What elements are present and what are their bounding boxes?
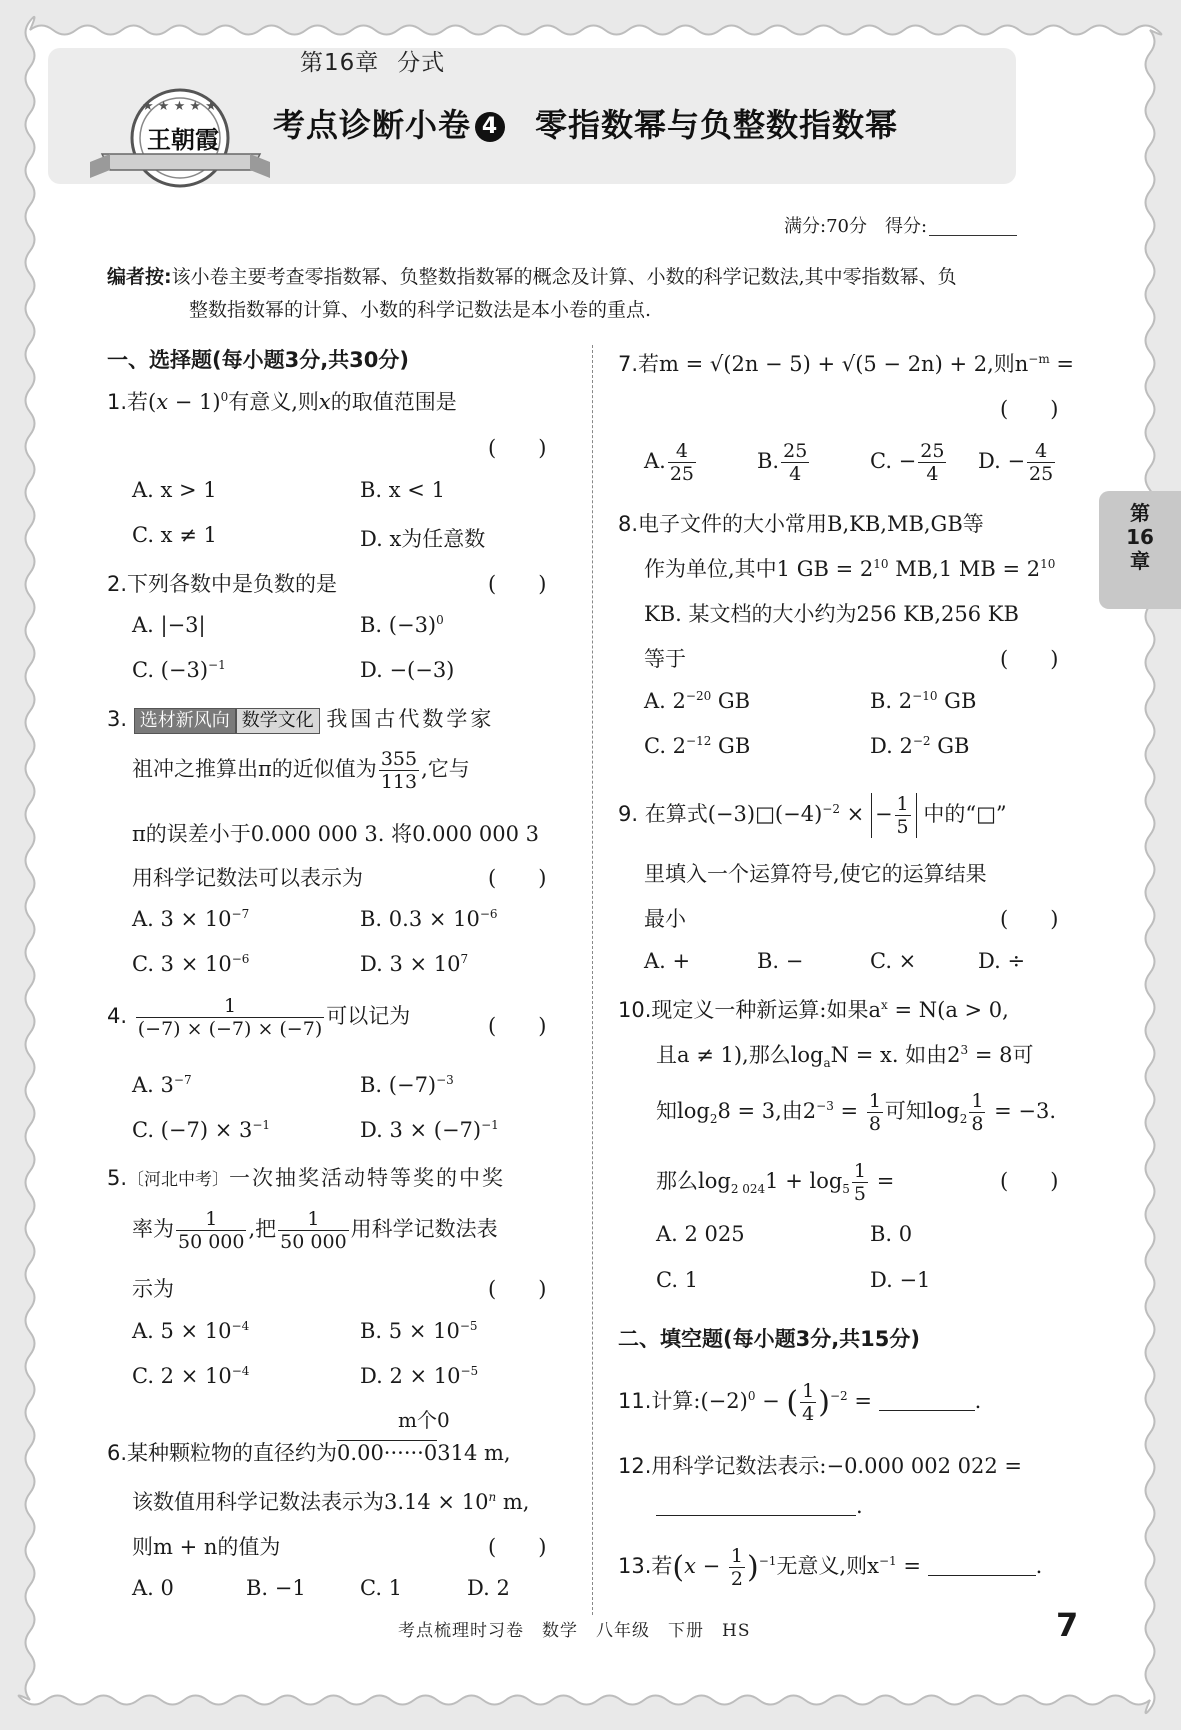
logo-text: 王朝霞 xyxy=(147,125,219,154)
q9-option-b[interactable]: B. − xyxy=(757,949,804,973)
q4-stem: 4. $\frac{1}{(-7) \times (-7) \times (-7)}$ 可以记为 xyxy=(107,995,411,1040)
q6-option-b[interactable]: B. −1 xyxy=(246,1576,306,1600)
q2-stem: 2.下列各数中是负数的是 xyxy=(107,572,338,596)
q4-option-b[interactable]: B. $(-7)^{-3}$ xyxy=(360,1073,454,1097)
column-divider xyxy=(592,345,593,1615)
q3-option-c[interactable]: C. $3 \times 10^{-6}$ xyxy=(132,952,250,976)
q7-option-c[interactable]: C. − $\frac{25}{4}$ xyxy=(870,440,945,485)
q5-stem-line3: 示为 xyxy=(132,1277,174,1301)
q2-option-d[interactable]: D. −(−3) xyxy=(360,658,455,682)
q6-option-d[interactable]: D. 2 xyxy=(467,1576,510,1600)
q5-answer-bracket[interactable]: ( ) xyxy=(488,1277,547,1301)
q1-stem: 1.若$(x - 1)^0$有意义,则x的取值范围是 xyxy=(107,390,457,414)
q3-answer-bracket[interactable]: ( ) xyxy=(488,866,547,890)
q3-stem-line1: 3. 选材新风向 数学文化 我国古代数学家 xyxy=(107,703,494,734)
q4-option-c[interactable]: C. $(-7) \times 3^{-1}$ xyxy=(132,1118,271,1142)
q9-option-a[interactable]: A. + xyxy=(644,949,691,973)
page-title: 考点诊断小卷 4 零指数幂与负整数指数幂 xyxy=(273,106,899,144)
q9-option-d[interactable]: D. ÷ xyxy=(978,949,1026,973)
logo-emblem xyxy=(82,70,287,205)
q8-stem-line3: KB. 某文档的大小约为256 KB,256 KB xyxy=(644,602,1019,626)
q10-stem-line4: 那么$\log_{2 024}1 + \log_5$ $\frac{1}{5}$ = xyxy=(656,1160,895,1205)
q9-stem-line1: 9. 在算式$(-3)□(-4)^{-2}$ × − $\frac{1}{5}$ 中的“□” xyxy=(618,793,1007,838)
svg-text:★ ★ ★ ★ ★: ★ ★ ★ ★ ★ xyxy=(142,99,217,114)
q8-option-d[interactable]: D. $2^{-2}$ GB xyxy=(870,734,970,758)
q3-stem-line3: π的误差小于0.000 000 3. 将0.000 000 3 xyxy=(132,822,539,846)
q6-stem-line3: 则m + n的值为 xyxy=(132,1535,281,1559)
q5-stem-line1: 5.〔河北中考〕一次抽奖活动特等奖的中奖 xyxy=(107,1166,506,1190)
page-number: 7 xyxy=(1056,1606,1079,1644)
q7-option-a[interactable]: A. $\frac{4}{25}$ xyxy=(644,440,695,485)
q8-stem-line1: 8.电子文件的大小常用B,KB,MB,GB等 xyxy=(618,512,984,536)
q1-option-b[interactable]: B. x < 1 xyxy=(360,478,445,502)
chapter-side-tab[interactable]: 第 16 章 xyxy=(1099,491,1181,609)
q12-stem: 12.用科学记数法表示:−0.000 002 022 = xyxy=(618,1454,1022,1478)
section-fill-title: 二、填空题(每小题3分,共15分) xyxy=(618,1327,921,1351)
q2-option-c[interactable]: C. $(-3)^{-1}$ xyxy=(132,658,226,682)
q6-option-c[interactable]: C. 1 xyxy=(360,1576,403,1600)
q8-option-b[interactable]: B. $2^{-10}$ GB xyxy=(870,689,977,713)
q2-option-a[interactable]: A. |−3| xyxy=(132,613,206,637)
q3-stem-line2: 祖冲之推算出π的近似值为 $\frac{355}{113}$ ,它与 xyxy=(132,748,470,793)
q12-answer-blank[interactable] xyxy=(656,1495,856,1516)
q10-option-a[interactable]: A. 2 025 xyxy=(656,1222,745,1246)
q9-stem-line2: 里填入一个运算符号,使它的运算结果 xyxy=(644,862,987,886)
q4-option-a[interactable]: A. $3^{-7}$ xyxy=(132,1073,192,1097)
section-choice-title: 一、选择题(每小题3分,共30分) xyxy=(107,348,410,372)
q1-option-c[interactable]: C. x ≠ 1 xyxy=(132,523,217,547)
q1-option-a[interactable]: A. x > 1 xyxy=(132,478,217,502)
q9-stem-line3: 最小 xyxy=(644,907,686,931)
q8-option-a[interactable]: A. $2^{-20}$ GB xyxy=(644,689,751,713)
q3-option-b[interactable]: B. $0.3 \times 10^{-6}$ xyxy=(360,907,498,931)
q10-stem-line3: 知$\log_28 = 3$,由$2^{-3}$ = $\frac{1}{8}$ 可知$\log_2$ $\frac{1}{8}$ = −3. xyxy=(656,1090,1057,1135)
q6-brace-label: m个0 xyxy=(398,1408,450,1432)
q6-stem-line2: 该数值用科学记数法表示为$3.14 \times 10^n$ m, xyxy=(132,1490,530,1514)
q9-answer-bracket[interactable]: ( ) xyxy=(1000,907,1059,931)
q7-stem: 7.若m = √(2n − 5) + √(5 − 2n) + 2,则$n^{-m}$ = xyxy=(618,352,1074,376)
q6-answer-bracket[interactable]: ( ) xyxy=(488,1535,547,1559)
q5-option-a[interactable]: A. $5 \times 10^{-4}$ xyxy=(132,1319,250,1343)
q6-option-a[interactable]: A. 0 xyxy=(132,1576,174,1600)
editor-note: 编者按:该小卷主要考查零指数幂、负整数指数幂的概念及计算、小数的科学记数法,其中零指数幂、负 整数指数幂的计算、小数的科学记数法是本小卷的重点. xyxy=(107,266,957,321)
q5-stem-line2: 率为 $\frac{1}{50 000}$ ,把 $\frac{1}{50 000}$ 用科学记数法表 xyxy=(132,1208,498,1253)
q10-option-d[interactable]: D. −1 xyxy=(870,1268,931,1292)
q13-stem: 13.若(x − $\frac{1}{2}$ )$^{-1}$无意义,则$x^{-1}$ = . xyxy=(618,1545,1043,1590)
q1-answer-bracket[interactable]: ( ) xyxy=(488,436,547,460)
score-line: 满分:70分 得分: xyxy=(784,212,1017,238)
q6-stem-line1: 6.某种颗粒物的直径约为0.00······0314 m, xyxy=(107,1441,511,1465)
q8-stem-line4: 等于 xyxy=(644,647,686,671)
q3-option-a[interactable]: A. $3 \times 10^{-7}$ xyxy=(132,907,250,931)
q8-option-c[interactable]: C. $2^{-12}$ GB xyxy=(644,734,751,758)
q11-answer-blank[interactable] xyxy=(879,1390,975,1411)
q10-stem-line2: 且a ≠ 1),那么$\log_aN = x$. 如由$2^3 = 8$可 xyxy=(656,1043,1034,1071)
q8-stem-line2: 作为单位,其中1 GB = $2^{10}$ MB,1 MB = $2^{10}$ xyxy=(644,557,1056,581)
q13-answer-blank[interactable] xyxy=(928,1555,1036,1576)
q9-option-c[interactable]: C. × xyxy=(870,949,917,973)
q3-stem-line4: 用科学记数法可以表示为 xyxy=(132,866,363,890)
chapter-label: 第16章 分式 xyxy=(300,50,446,76)
q4-answer-bracket[interactable]: ( ) xyxy=(488,1014,547,1038)
title-number-badge: 4 xyxy=(475,112,505,142)
q11-stem: 11.计算$:(-2)^0$ − ( $\frac{1}{4}$ )$^{-2}$ = . xyxy=(618,1380,982,1425)
q5-option-c[interactable]: C. $2 \times 10^{-4}$ xyxy=(132,1364,250,1388)
q10-stem-line1: 10.现定义一种新运算:如果$a^x = N(a > 0$, xyxy=(618,998,1009,1022)
q10-option-c[interactable]: C. 1 xyxy=(656,1268,699,1292)
q7-answer-bracket[interactable]: ( ) xyxy=(1000,397,1059,421)
footer-text: 考点梳理时习卷 数学 八年级 下册 HS xyxy=(398,1621,751,1641)
q7-option-b[interactable]: B. $\frac{25}{4}$ xyxy=(757,440,808,485)
q12-answer: . xyxy=(656,1494,863,1518)
q7-option-d[interactable]: D. − $\frac{4}{25}$ xyxy=(978,440,1054,485)
score-blank[interactable] xyxy=(929,217,1017,236)
q10-answer-bracket[interactable]: ( ) xyxy=(1000,1169,1059,1193)
tag-new-trend: 选材新风向 xyxy=(134,708,236,734)
q4-option-d[interactable]: D. $3 \times (-7)^{-1}$ xyxy=(360,1118,499,1142)
q3-option-d[interactable]: D. $3 \times 10^7$ xyxy=(360,952,469,976)
q10-option-b[interactable]: B. 0 xyxy=(870,1222,913,1246)
q2-option-b[interactable]: B. $(-3)^0$ xyxy=(360,613,444,637)
q8-answer-bracket[interactable]: ( ) xyxy=(1000,647,1059,671)
q1-option-d[interactable]: D. x为任意数 xyxy=(360,527,486,551)
tag-math-culture: 数学文化 xyxy=(236,708,320,734)
q2-answer-bracket[interactable]: ( ) xyxy=(488,572,547,596)
q5-option-b[interactable]: B. $5 \times 10^{-5}$ xyxy=(360,1319,478,1343)
q5-option-d[interactable]: D. $2 \times 10^{-5}$ xyxy=(360,1364,479,1388)
